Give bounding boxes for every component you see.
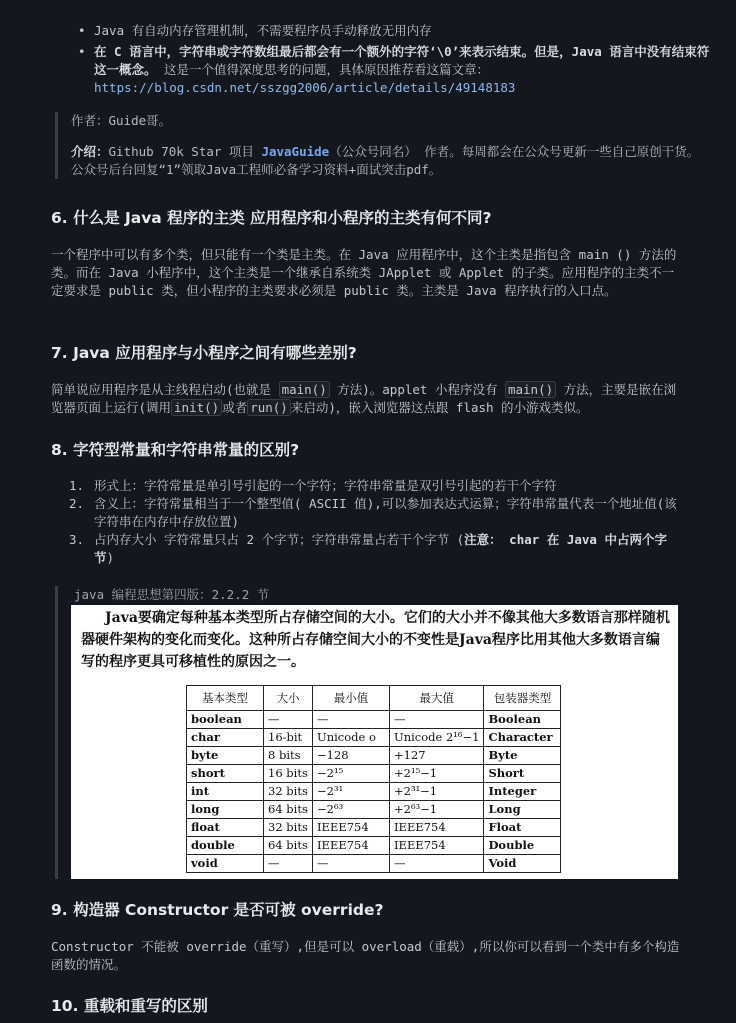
inline-code: run() xyxy=(247,399,291,416)
inline-code: init() xyxy=(171,399,222,416)
table-row: int 32 bits −2³¹ +2³¹−1 Integer xyxy=(187,783,561,801)
author-intro xyxy=(71,143,701,179)
table-row: byte 8 bits −128 +127 Byte xyxy=(187,747,561,765)
list-item: 2. 含义上：字符常量相当于一个整型值( ASCII 值),可以参加表达式运算；字符串常量代表一个地址值(该字符串在内存中存放位置) xyxy=(69,496,677,529)
list-item: 3. 占内存大小 字符常量只占 2 个字节；字符串常量占若干个字节 (注意： char 在 Java 中占两个字节) xyxy=(69,532,667,565)
section-9-heading: 9. 构造器 Constructor 是否可被 override? xyxy=(51,901,384,919)
intro-label: 介绍： xyxy=(71,144,109,159)
javaguide-link[interactable]: JavaGuide xyxy=(261,144,330,159)
note-bold: 注意： char 在 Java 中占两个字节 xyxy=(94,532,667,565)
table-row: void — — — Void xyxy=(187,855,561,873)
inline-code: main() xyxy=(279,381,330,398)
table-row: char 16-bit Unicode o Unicode 2¹⁶−1 Character xyxy=(187,729,561,747)
table-row: short 16 bits −2¹⁵ +2¹⁵−1 Short xyxy=(187,765,561,783)
book-excerpt-image xyxy=(71,605,678,879)
list-item: 1. 形式上：字符常量是单引号引起的一个字符；字符串常量是双引号引起的若干个字符 xyxy=(69,478,557,493)
section-9-body: Constructor 不能被 override（重写）,但是可以 overload（重载）,所以你可以看到一个类中有多个构造函数的情况。 xyxy=(51,939,680,972)
intro-text: Github 70k Star 项目 xyxy=(108,144,262,159)
bullet-text: Java 有自动内存管理机制，不需要程序员手动释放无用内存 xyxy=(94,23,432,38)
primitive-types-table xyxy=(186,685,561,873)
section-7-heading: 7. Java 应用程序与小程序之间有哪些差别? xyxy=(51,344,357,362)
excerpt-paragraph: Java要确定每种基本类型所占存储空间的大小。它们的大小并不像其他大多数语言那样随机器硬件架构的变化而变化。这种所占存储空间大小的不变性是Java程序比用其他大多数语言编写的程序更具可移植性的原因之一。 xyxy=(81,610,670,670)
table-row: long 64 bits −2⁶³ +2⁶³−1 Long xyxy=(187,801,561,819)
intro-text: （公众号同名） 作者。每周都会在公众号更新一些自己原创干货。公众号后台回复“1”领取Java工程师必备学习资料+面试突击pdf。 xyxy=(71,144,700,177)
author-quote xyxy=(55,112,701,179)
list-item xyxy=(94,43,719,97)
section-8-list xyxy=(51,477,681,567)
section-6-body: 一个程序中可以有多个类，但只能有一个类是主类。在 Java 应用程序中，这个主类是指包含 main () 方法的类。而在 Java 小程序中，这个主类是一个继承自系统类 JApplet 或 Applet 的子类。应用程序的主类不一定要求是 public 类，但小程序的主类要求必须是 public 类。主类是 Java 程序执行的入口点。 xyxy=(51,247,677,298)
list-item xyxy=(94,22,719,40)
section-10-heading: 10. 重载和重写的区别 xyxy=(51,997,208,1015)
section-8-heading: 8. 字符型常量和字符串常量的区别? xyxy=(51,441,300,459)
bullet-bold-text: 在 C 语言中，字符串或字符数组最后都会有一个额外的字符‘\0’来表示结束。但是，Java 语言中没有结束符这一概念。 xyxy=(94,44,710,77)
table-header-row: 基本类型 大小 最小值 最大值 包装器类型 xyxy=(187,686,561,711)
inline-code: main() xyxy=(505,381,556,398)
table-row: boolean — — — Boolean xyxy=(187,711,561,729)
table-row: float 32 bits IEEE754 IEEE754 Float xyxy=(187,819,561,837)
section-6-heading: 6. 什么是 Java 程序的主类 应用程序和小程序的主类有何不同? xyxy=(51,209,492,227)
author-line: 作者：Guide哥。 xyxy=(71,113,172,128)
bullet-text: 这是一个值得深度思考的问题，具体原因推荐看这篇文章： xyxy=(156,62,490,77)
section-7-body: 简单说应用程序是从主线程启动(也就是 main() 方法)。applet 小程序没有 main() 方法，主要是嵌在浏览器页面上运行(调用 init() 或者 run() 来启动)，嵌入浏览器这点跟 flash 的小游戏类似。 xyxy=(51,382,677,415)
quote-caption: java 编程思想第四版：2.2.2 节 xyxy=(74,587,270,602)
intro-bullet-list xyxy=(60,22,719,100)
table-row: double 64 bits IEEE754 IEEE754 Double xyxy=(187,837,561,855)
article-link[interactable]: https://blog.csdn.net/sszgg2006/article/details/49148183 xyxy=(94,80,516,95)
